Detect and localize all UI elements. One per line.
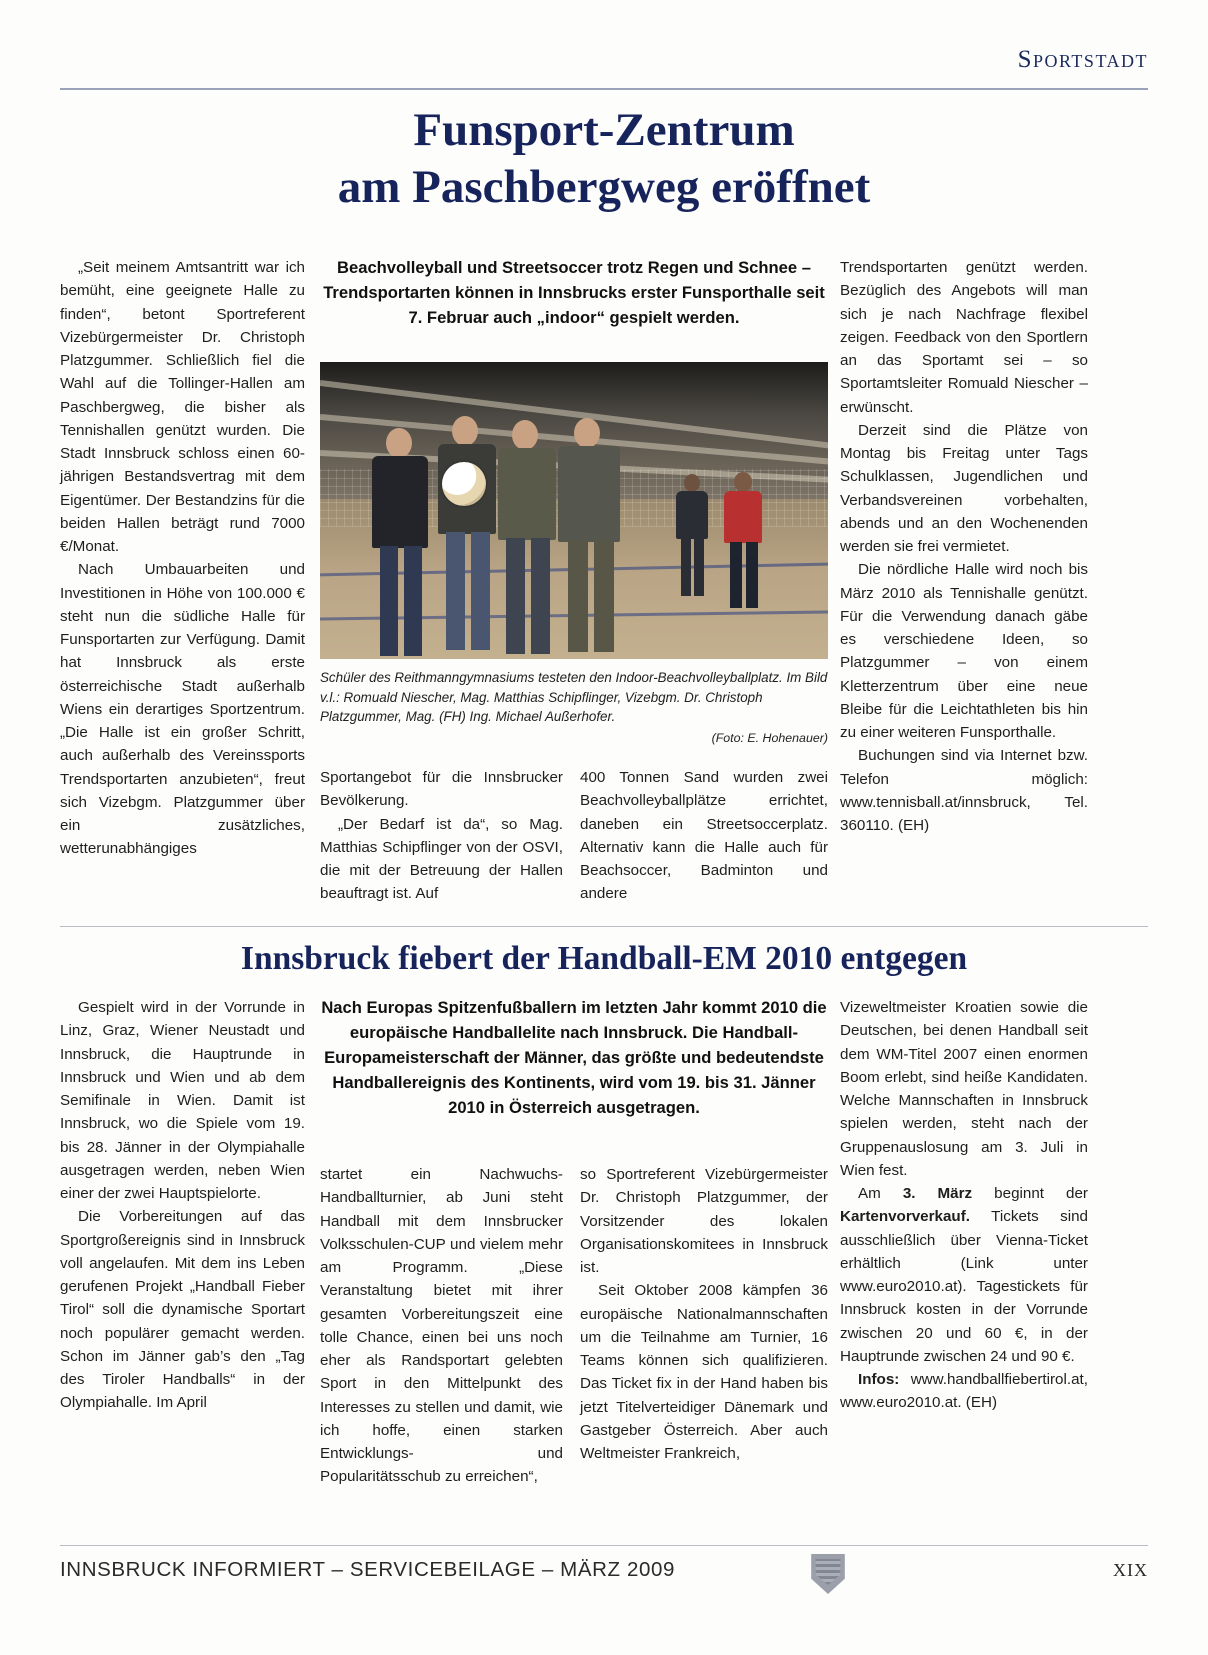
photo-credit: (Foto: E. Hohenauer): [711, 730, 828, 745]
article2-col3-paragraph-1: so Sportreferent Vizebürgermeister Dr. Christoph Platzgummer, der Vorsitzender des lokalen Organisationskomitees in Innsbruck ist.: [580, 1166, 828, 1276]
article-divider: [60, 926, 1148, 927]
article2-col4-paragraph-1: Vizeweltmeister Kroatien sowie die Deutschen, bei denen Handball seit dem WM-Titel 2007 einen enormen Boom erlebt, sind heiße Kandidaten. Welche Mannschaften in Innsbruck spielen werden, steht nach der Gruppenauslosung am 3. Juli in Wien fest.: [840, 999, 1088, 1179]
ticket-sale-date: 3. März: [902, 1185, 973, 1202]
article1-photo-caption: [320, 668, 828, 747]
innsbruck-crest-icon: [808, 1554, 848, 1594]
article1-col4-paragraph-3: Die nördliche Halle wird noch bis März 2010 als Tennishalle genützt. Für die Verwendung danach gäbe es verschiedene Ideen, so Platzgummer – von einem Kletterzentrum über eine neue Bleibe für die Leichtathleten bis hin zu einer weiteren Funsporthalle.: [840, 561, 1088, 741]
photo-volleyball: [442, 462, 486, 506]
footer-publication: INNSBRUCK INFORMIERT – SERVICEBEILAGE – MÄRZ 2009: [60, 1558, 675, 1581]
article1-headline-line1: Funsport-Zentrum: [413, 104, 795, 156]
ticket-sale-label: Kartenvorverkauf.: [840, 1208, 970, 1226]
section-title: Sportstadt: [1017, 46, 1148, 73]
ticket-sale-post: Tickets sind ausschließlich über Vienna-Ticket erhältlich (Link unter www.euro2010.at). Tagestickets für Innsbruck kosten in der Vorrunde zwischen 20 und 60 €, in der Hauptrunde zwischen 24 und 90 €.: [840, 1208, 1088, 1365]
caption-text: Schüler des Reithmanngymnasiums testeten den Indoor-Beachvolleyballplatz. Im Bild v.l.: Romuald Niescher, Mag. Matthias Schipflinger, Vizebgm. Dr. Christoph Platzgummer, Mag. (FH) Ing. Michael Außerhofer.: [320, 670, 828, 725]
article1-headline-line2: am Paschbergweg eröffnet: [337, 161, 871, 214]
article2-lead: [320, 996, 828, 1120]
article1-column-4: [840, 256, 1088, 837]
article1-col4-paragraph-4: Buchungen sind via Internet bzw. Telefon möglich: www.tennisball.at/innsbruck, Tel. 360110. (EH): [840, 747, 1088, 834]
article1-col2-paragraph-2: „Der Bedarf ist da“, so Mag. Matthias Schipflinger von der OSVI, die mit der Betreuung der Hallen beauftragt ist. Auf: [320, 815, 563, 903]
article2-column-3: [580, 1163, 828, 1465]
article2-col2-paragraph-1: startet ein Nachwuchs-Handballturnier, ab Juni steht Handball mit dem Innsbrucker Volksschulen-CUP und vielem mehr am Programm. „Diese Veranstaltung bietet mit ihrer gesamten Vorbereitungszeit eine tolle Chance, einen bei uns noch eher als Randsportart gelebten Sport in den Mittelpunkt des Interesses zu stellen und damit, wie ich hoffe, einen starken Entwicklungs- und Popularitätsschub zu erreichen“,: [320, 1166, 563, 1486]
article2-column-1: [60, 996, 305, 1415]
article1-col4-paragraph-1: Trendsportarten genützt werden. Bezüglich des Angebots will man sich je nach Nachfrage flexibel zeigen. Feedback von den Sportlern an das Sportamt sei – so Sportamtsleiter Romuald Niescher – erwünscht.: [840, 259, 1088, 416]
article1-lead-text: Beachvolleyball und Streetsoccer trotz Regen und Schnee – Trendsportarten können in Innsbrucks erster Funsporthalle seit 7. Februar auch „indoor“ gespielt werden.: [323, 258, 825, 327]
article2-col1-paragraph-1: Gespielt wird in der Vorrunde in Linz, Graz, Wiener Neustadt und Innsbruck, die Hauptrunde in Innsbruck und Wien und ab dem Semifinale in Wien. Damit ist Innsbruck, wo die Spiele vom 19. bis 28. Jänner in der Olympiahalle ausgetragen werden, neben Wien einer der zwei Hauptspielorte.: [60, 999, 305, 1202]
header-divider: [60, 88, 1148, 90]
article1-column-2: [320, 766, 563, 906]
article1-column-1: [60, 256, 305, 861]
article1-col4-paragraph-2: Derzeit sind die Plätze von Montag bis Freitag unter Tags Schulklassen, Jugendlichen und Verbandsvereinen vorbehalten, abends und an den Wochenenden werden sie frei vermietet.: [840, 421, 1088, 555]
article2-col3-paragraph-2: Seit Oktober 2008 kämpfen 36 europäische Nationalmannschaften um die Teilnahme am Turnier, 16 Teams können sich qualifizieren. Das Ticket fix in der Hand haben bis jetzt Titelverteidiger Dänemark und Gastgeber Österreich. Aber auch Weltmeister Frankreich,: [580, 1282, 828, 1462]
article1-headline: [60, 102, 1148, 217]
ticket-sale-mid: beginnt der: [972, 1185, 1088, 1202]
article2-column-2: [320, 1163, 563, 1489]
article1-col2-paragraph-1: Sportangebot für die Innsbrucker Bevölkerung.: [320, 769, 563, 810]
article1-col1-paragraph-2: Nach Umbauarbeiten und Investitionen in Höhe von 100.000 € steht nun die südliche Halle für Funsportarten zur Verfügung. Damit hat Innsbruck als erste österreichische Stadt außerhalb Wiens ein derartiges Sportzentrum. „Die Halle ist ein großer Schritt, auch außerhalb des Vereinssports Trendsportarten anzubieten“, freut sich Vizebgm. Platzgummer über ein zusätzliches, wetterunabhängiges: [60, 561, 305, 858]
page-footer: [60, 1558, 1148, 1592]
infos-label: Infos:: [858, 1371, 900, 1388]
article2-col4-paragraph-2: [840, 1182, 1088, 1368]
article2-col1-paragraph-2: Die Vorbereitungen auf das Sportgroßereignis sind in Innsbruck voll angelaufen. Mit dem ins Leben gerufenen Projekt „Handball Fieber Tirol“ soll die dynamische Sportart noch populärer gemacht werden. Schon im Jänner gab’s den „Tag des Tiroler Handballs“ in der Olympiahalle. Im April: [60, 1208, 305, 1412]
article2-col4-paragraph-3: [840, 1368, 1088, 1415]
article1-photo: [320, 362, 828, 659]
article2-column-4: [840, 996, 1088, 1415]
article1-col1-paragraph-1: „Seit meinem Amtsantritt war ich bemüht, eine geeignete Halle zu finden“, betont Sportreferent Vizebürgermeister Dr. Christoph Platzgummer. Schließlich fiel die Wahl auf die Tollinger-Hallen am Paschbergweg, die bisher als Tennishallen genützt wurden. Die Stadt Innsbruck schloss einen 60-jährigen Bestandsvertrag mit dem Eigentümer. Der Bestandzins für die beiden Hallen beträgt rund 7000 €/Monat.: [60, 259, 305, 555]
page-number: XIX: [1113, 1560, 1148, 1580]
page-header: [60, 46, 1148, 74]
ticket-sale-pre: Am: [858, 1185, 903, 1202]
article2-headline: Innsbruck fiebert der Handball-EM 2010 entgegen: [240, 940, 968, 977]
article1-col3-paragraph-1: 400 Tonnen Sand wurden zwei Beachvolleyballplätze errichtet, daneben ein Streetsoccerplatz. Alternativ kann die Halle auch für Beachsoccer, Badminton und andere: [580, 769, 828, 903]
footer-divider: [60, 1545, 1148, 1546]
article1-column-3: [580, 766, 828, 906]
infos-text: www.handballfiebertirol.at, www.euro2010.at. (EH): [840, 1371, 1088, 1412]
article1-lead: [320, 256, 828, 331]
article2-lead-text: Nach Europas Spitzenfußballern im letzten Jahr kommt 2010 die europäische Handballelite nach Innsbruck. Die Handball-Europameisterschaft der Männer, das größte und bedeutendste Handballereignis des Kontinents, wird vom 19. bis 31. Jänner 2010 in Österreich ausgetragen.: [321, 998, 827, 1117]
